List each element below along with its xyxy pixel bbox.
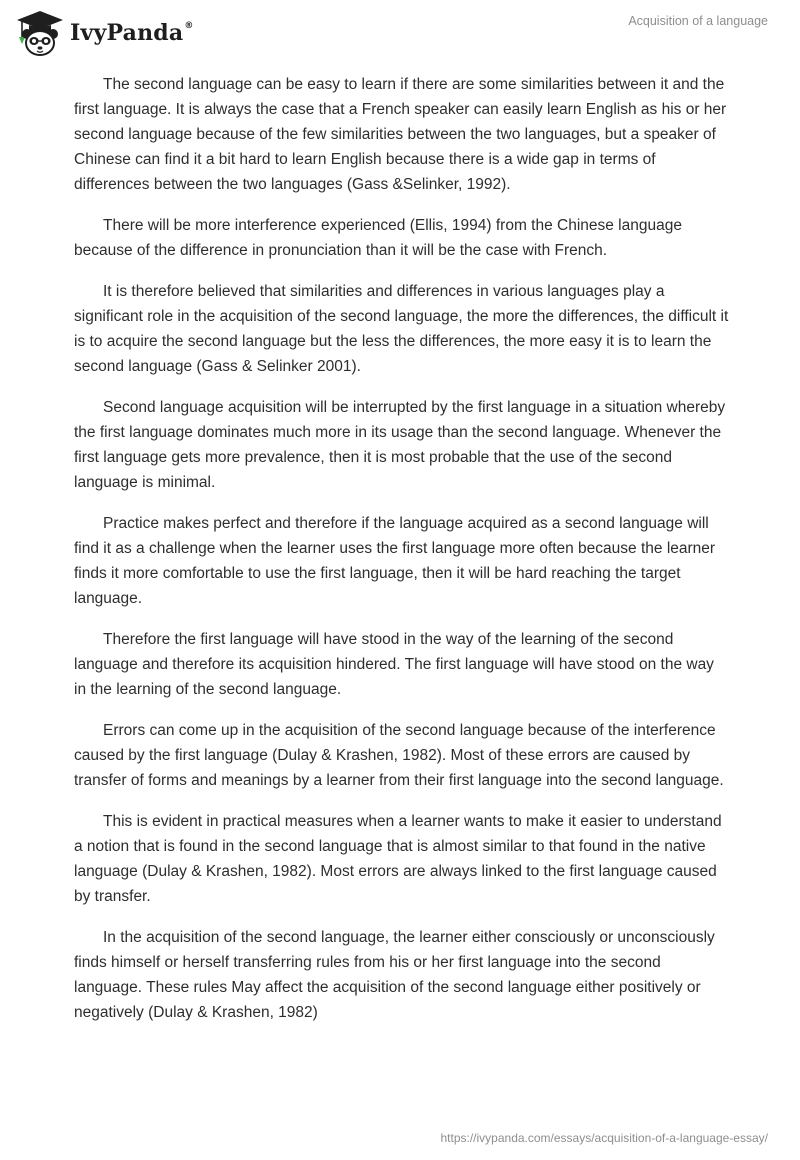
document-title: Acquisition of a language (628, 14, 768, 28)
paragraph: Practice makes perfect and therefore if the language acquired as a second language will find it as a challenge when the learner uses the first language more often because the learner finds it more comfortable to use the first language, then it will be hard reaching the target language. (74, 515, 716, 607)
paragraph: In the acquisition of the second language, the learner either consciously or unconsciously finds himself or herself transferring rules from his or her first language into the second language. These rules May affect the acquisition of the second language either positively or negatively (Dulay & Krashen, 1982) (74, 929, 715, 1021)
paragraph: The second language can be easy to learn if there are some similarities between it and the first language. It is always the case that a French speaker can easily learn English as his or her second language because of the few similarities between the two languages, but a speaker of Chinese can find it a bit hard to learn English because there is a wide gap in terms of differences between the two languages (Gass &Selinker, 1992). (74, 76, 727, 193)
logo-wordmark (70, 20, 194, 46)
page-header (0, 0, 800, 66)
ivypanda-logo[interactable] (14, 8, 194, 58)
paragraph: It is therefore believed that similarities and differences in various languages play a significant role in the acquisition of the second language, the more the differences, the difficult it is to acquire the second language but the less the differences, the more easy it is to learn the second language (Gass & Selinker 2001). (74, 283, 729, 375)
essay-body (74, 72, 730, 1041)
paragraph: Second language acquisition will be interrupted by the first language in a situation whereby the first language dominates much more in its usage than the second language. Whenever the first language gets more prevalence, then it is most probable that the use of the second language is minimal. (74, 399, 726, 491)
paragraph: There will be more interference experienced (Ellis, 1994) from the Chinese language because of the difference in pronunciation than it will be the case with French. (74, 217, 682, 259)
registered-mark: ® (184, 21, 194, 31)
source-url[interactable]: https://ivypanda.com/essays/acquisition-of-a-language-essay/ (440, 1131, 768, 1145)
paragraph: Therefore the first language will have stood in the way of the learning of the second language and therefore its acquisition hindered. The first language will have stood on the way in the learning of the second language. (74, 631, 714, 698)
logo-text: IvyPanda (70, 20, 184, 46)
paragraph: This is evident in practical measures when a learner wants to make it easier to understand a notion that is found in the second language that is almost similar to that found in the native language (Dulay & Krashen, 1982). Most errors are always linked to the first language caused by transfer. (74, 813, 722, 905)
panda-graduate-icon (14, 8, 66, 58)
paragraph: Errors can come up in the acquisition of the second language because of the interference caused by the first language (Dulay & Krashen, 1982). Most of these errors are caused by transfer of forms and meanings by a learner from their first language into the second language. (74, 722, 724, 789)
